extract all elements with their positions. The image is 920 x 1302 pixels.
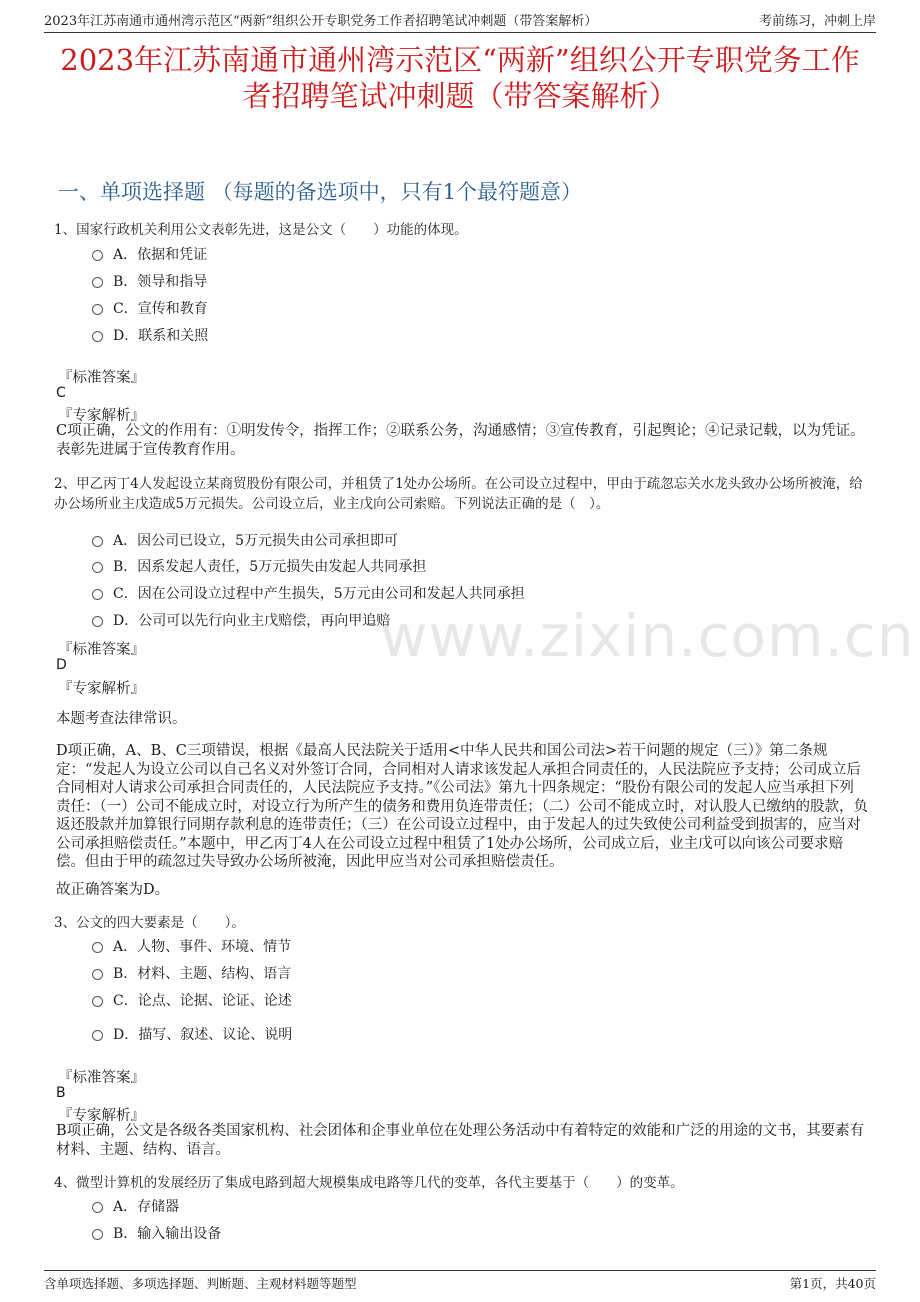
- q2-answer-label: 『标准答案』: [58, 642, 145, 658]
- page-title: [40, 42, 880, 114]
- footer-page-number: 第1页，共40页: [789, 1276, 876, 1291]
- radio-icon[interactable]: [92, 562, 103, 573]
- q1-answer: C: [56, 385, 66, 401]
- q4-option-b[interactable]: [92, 1223, 221, 1243]
- header-divider: [44, 32, 876, 33]
- q1-analysis-label: 『专家解析』: [58, 408, 145, 424]
- option-label: C．论点、论据、论证、论述: [113, 993, 292, 1009]
- option-label: A．人物、事件、环境、情节: [113, 939, 292, 955]
- q3-option-a[interactable]: [92, 936, 291, 956]
- radio-icon[interactable]: [92, 277, 103, 288]
- section-heading: 一、单项选择题 （每题的备选项中，只有1个最符题意）: [58, 180, 583, 204]
- header-doc-title: 2023年江苏南通市通州湾示范区“两新”组织公开专职党务工作者招聘笔试冲刺题（带答案解析）: [44, 14, 598, 29]
- q4-option-a[interactable]: [92, 1196, 179, 1216]
- radio-icon[interactable]: [92, 969, 103, 980]
- q2-answer: D: [56, 657, 67, 673]
- q2-analysis-intro: 本题考查法律常识。: [56, 711, 187, 727]
- option-label: D．描写、叙述、议论、说明: [113, 1027, 293, 1043]
- q3-option-b[interactable]: [92, 963, 291, 983]
- question-2-text: 2、甲乙丙丁4人发起设立某商贸股份有限公司，并租赁了1处办公场所。在公司设立过程中，甲由于疏忽忘关水龙头致办公场所被淹，给办公场所业主戊造成5万元损失。公司设立后，业主戊向公司索赔。下列说法正确的是（ ）。: [54, 476, 863, 512]
- q1-answer-label: 『标准答案』: [58, 370, 145, 386]
- option-label: A．因公司已设立，5万元损失由公司承担即可: [113, 533, 399, 549]
- option-label: A．存储器: [113, 1199, 180, 1215]
- radio-icon[interactable]: [92, 1202, 103, 1213]
- q3-option-c[interactable]: [92, 990, 292, 1010]
- q3-option-d[interactable]: [92, 1024, 292, 1044]
- option-label: B．领导和指导: [113, 274, 208, 290]
- q1-analysis: C项正确，公文的作用有：①明发传令，指挥工作；②联系公务，沟通感情；③宣传教育，引起舆论；④记录记载，以为凭证。表彰先进属于宣传教育作用。: [56, 423, 865, 458]
- question-4-text: 4、微型计算机的发展经历了集成电路到超大规模集成电路等几代的变革，各代主要基于（ ）的变革。: [54, 1175, 684, 1191]
- radio-icon[interactable]: [92, 1229, 103, 1240]
- q2-option-d[interactable]: [92, 610, 390, 630]
- watermark: www.zixin.com.cn: [380, 602, 915, 670]
- radio-icon[interactable]: [92, 1030, 103, 1041]
- question-1-text: 1、国家行政机关利用公文表彰先进，这是公文（ ）功能的体现。: [54, 222, 468, 238]
- header-slogan: 考前练习，冲刺上岸: [758, 14, 876, 29]
- q2-option-b[interactable]: [92, 556, 426, 576]
- footer-question-types: 含单项选择题、多项选择题、判断题、主观材料题等题型: [44, 1276, 357, 1291]
- q2-option-a[interactable]: [92, 530, 398, 550]
- q3-analysis-label: 『专家解析』: [58, 1108, 145, 1124]
- option-label: A．依据和凭证: [113, 247, 208, 263]
- q1-option-d[interactable]: [92, 325, 208, 345]
- q2-analysis: D项正确，A、B、C三项错误，根据《最高人民法院关于适用<中华人民共和国公司法>若干问题的规定（三）》第二条规定：“发起人为设立公司以自己名义对外签订合同，合同相对人请求该发起人承担合同责任的，人民法院应予支持；公司成立后合同相对人请求公司承担合同责任的，人民法院应予支持。”《公司法》第九十四条规定：“股份有限公司的发起人应当承担下列责任：（一）公司不能成立时，对设立行为所产生的债务和费用负连带责任；（二）公司不能成立时，对认股人已缴纳的股款，负返还股款并加算银行同期存款利息的连带责任；（三）在公司设立过程中，由于发起人的过失致使公司利益受到损害的，应当对公司承担赔偿责任。”本题中，甲乙丙丁4人在公司设立过程中租赁了1处办公场所，公司成立后，业主戊可以向该公司要求赔偿。但由于甲的疏忽过失导致办公场所被淹，因此甲应当对公司承担赔偿责任。: [56, 743, 868, 870]
- radio-icon[interactable]: [92, 304, 103, 315]
- option-label: C．因在公司设立过程中产生损失，5万元由公司和发起人共同承担: [113, 586, 525, 602]
- q1-option-c[interactable]: [92, 298, 208, 318]
- radio-icon[interactable]: [92, 536, 103, 547]
- q2-conclusion: 故正确答案为D。: [56, 882, 170, 898]
- radio-icon[interactable]: [92, 996, 103, 1007]
- radio-icon[interactable]: [92, 942, 103, 953]
- question-3-text: 3、公文的四大要素是（ ）。: [54, 915, 245, 931]
- radio-icon[interactable]: [92, 589, 103, 600]
- page-title-line-2: 者招聘笔试冲刺题（带答案解析）: [242, 79, 678, 113]
- option-label: B．材料、主题、结构、语言: [113, 966, 292, 982]
- option-label: C．宣传和教育: [113, 301, 208, 317]
- q3-analysis: B项正确，公文是各级各类国家机构、社会团体和企事业单位在处理公务活动中有着特定的效能和广泛的用途的文书，其要素有材料、主题、结构、语言。: [56, 1123, 865, 1158]
- radio-icon[interactable]: [92, 331, 103, 342]
- q3-answer-label: 『标准答案』: [58, 1070, 145, 1086]
- radio-icon[interactable]: [92, 616, 103, 627]
- option-label: D．公司可以先行向业主戊赔偿，再向甲追赔: [113, 613, 391, 629]
- option-label: B．输入输出设备: [113, 1226, 222, 1242]
- q1-option-b[interactable]: [92, 271, 207, 291]
- footer-divider: [44, 1270, 876, 1271]
- page-title-line-1: 2023年江苏南通市通州湾示范区“两新”组织公开专职党务工作: [60, 43, 860, 77]
- option-label: B．因系发起人责任，5万元损失由发起人共同承担: [113, 559, 427, 575]
- q3-answer: B: [56, 1085, 66, 1101]
- q2-option-c[interactable]: [92, 583, 525, 603]
- q1-option-a[interactable]: [92, 244, 207, 264]
- q2-analysis-label: 『专家解析』: [58, 681, 145, 697]
- option-label: D．联系和关照: [113, 328, 209, 344]
- radio-icon[interactable]: [92, 250, 103, 261]
